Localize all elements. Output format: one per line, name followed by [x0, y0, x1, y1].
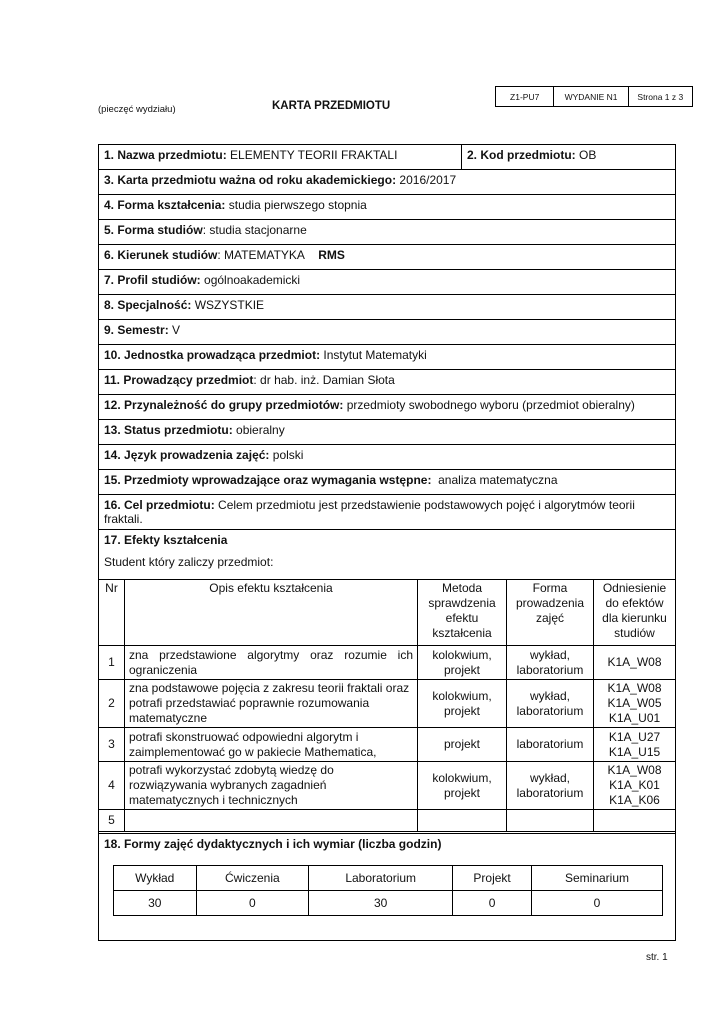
learning-outcomes-table: [99, 579, 675, 832]
col-header-nr: Nr: [99, 580, 125, 646]
document-header-box: [495, 86, 693, 107]
cell-method: projekt: [418, 728, 507, 762]
field-semester: 9. Semestr: V: [99, 320, 675, 345]
doc-edition: WYDANIE N1: [554, 87, 628, 106]
field-education-form: 4. Forma kształcenia: studia pierwszego stopnia: [99, 195, 675, 220]
doc-code: Z1-PU7: [496, 87, 554, 106]
field-course-goal: 16. Cel przedmiotu: Celem przedmiotu jest przedstawienie podstawowych pojęć i algorytmów teorii fraktali.: [99, 495, 675, 530]
hours-header-project: Projekt: [453, 866, 532, 891]
cell-nr: 3: [99, 728, 125, 762]
col-header-form: Forma prowadzenia zajęć: [507, 580, 594, 646]
class-hours-table: [113, 865, 663, 916]
cell-reference: K1A_W08 K1A_K01 K1A_K06: [594, 762, 676, 810]
cell-method: kolokwium, projekt: [418, 680, 507, 728]
cell-form: wykład, laboratorium: [507, 646, 594, 680]
cell-nr: 5: [99, 810, 125, 832]
field-study-direction: 6. Kierunek studiów: MATEMATYKA RMS: [99, 245, 675, 270]
field-study-form: 5. Forma studiów: studia stacjonarne: [99, 220, 675, 245]
col-header-reference: Odniesienie do efektów dla kierunku studiów: [594, 580, 676, 646]
table-row: [99, 728, 675, 762]
field-unit: 10. Jednostka prowadząca przedmiot: Instytut Matematyki: [99, 345, 675, 370]
cell-reference: [594, 810, 676, 832]
cell-nr: 1: [99, 646, 125, 680]
hours-header-lecture: Wykład: [114, 866, 197, 891]
field-course-group: 12. Przynależność do grupy przedmiotów: przedmioty swobodnego wyboru (przedmiot obieralny): [99, 395, 675, 420]
field-prerequisites: 15. Przedmioty wprowadzające oraz wymagania wstępne: analiza matematyczna: [99, 470, 675, 495]
cell-nr: 2: [99, 680, 125, 728]
cell-form: wykład, laboratorium: [507, 680, 594, 728]
hours-laboratory: 30: [309, 891, 453, 916]
field-status: 13. Status przedmiotu: obieralny: [99, 420, 675, 445]
course-card: [98, 144, 676, 941]
field-study-profile: 7. Profil studiów: ogólnoakademicki: [99, 270, 675, 295]
cell-description: zna podstawowe pojęcia z zakresu teorii fraktali oraz potrafi przedstawiać poprawnie rozumowania matematyczne: [125, 680, 418, 728]
page-number: str. 1: [646, 952, 668, 963]
hours-seminar: 0: [532, 891, 663, 916]
table-row: [99, 680, 675, 728]
doc-page: Strona 1 z 3: [637, 91, 684, 102]
cell-reference: K1A_U27 K1A_U15: [594, 728, 676, 762]
field-lecturer: 11. Prowadzący przedmiot: dr hab. inż. Damian Słota: [99, 370, 675, 395]
cell-description: potrafi wykorzystać zdobytą wiedzę do rozwiązywania wybranych zagadnień matematycznych i technicznych: [125, 762, 418, 810]
field-course-name: 1. Nazwa przedmiotu: ELEMENTY TEORII FRAKTALI: [99, 145, 462, 170]
faculty-stamp: (pieczęć wydziału): [98, 104, 176, 115]
field-class-forms: 18. Formy zajęć dydaktycznych i ich wymiar (liczba godzin): [99, 833, 675, 857]
hours-project: 0: [453, 891, 532, 916]
hours-header-row: [114, 866, 663, 891]
table-header-row: [99, 580, 675, 646]
hours-exercises: 0: [196, 891, 309, 916]
col-header-description: Opis efektu kształcenia: [125, 580, 418, 646]
field-specialty: 8. Specjalność: WSZYSTKIE: [99, 295, 675, 320]
cell-reference: K1A_W08: [594, 646, 676, 680]
cell-reference: K1A_W08 K1A_W05 K1A_U01: [594, 680, 676, 728]
field-academic-year: 3. Karta przedmiotu ważna od roku akademickiego: 2016/2017: [99, 170, 675, 195]
field-course-code: 2. Kod przedmiotu: OB: [462, 145, 675, 170]
field-learning-outcomes: 17. Efekty kształcenia Student który zaliczy przedmiot:: [104, 533, 274, 569]
hours-header-exercises: Ćwiczenia: [196, 866, 309, 891]
hours-value-row: [114, 891, 663, 916]
cell-form: wykład, laboratorium: [507, 762, 594, 810]
table-row: [99, 646, 675, 680]
cell-description: [125, 810, 418, 832]
cell-nr: 4: [99, 762, 125, 810]
table-row: [99, 810, 675, 832]
hours-lecture: 30: [114, 891, 197, 916]
cell-form: laboratorium: [507, 728, 594, 762]
cell-description: potrafi skonstruować odpowiedni algorytm i zaimplementować go w pakiecie Mathematica,: [125, 728, 418, 762]
cell-method: kolokwium, projekt: [418, 762, 507, 810]
cell-form: [507, 810, 594, 832]
hours-header-laboratory: Laboratorium: [309, 866, 453, 891]
col-header-method: Metoda sprawdzenia efektu kształcenia: [418, 580, 507, 646]
field-language: 14. Język prowadzenia zajęć: polski: [99, 445, 675, 470]
page-title: KARTA PRZEDMIOTU: [272, 100, 391, 112]
cell-method: kolokwium, projekt: [418, 646, 507, 680]
cell-description: zna przedstawione algorytmy oraz rozumie ich ograniczenia: [125, 646, 418, 680]
hours-header-seminar: Seminarium: [532, 866, 663, 891]
table-row: [99, 762, 675, 810]
cell-method: [418, 810, 507, 832]
